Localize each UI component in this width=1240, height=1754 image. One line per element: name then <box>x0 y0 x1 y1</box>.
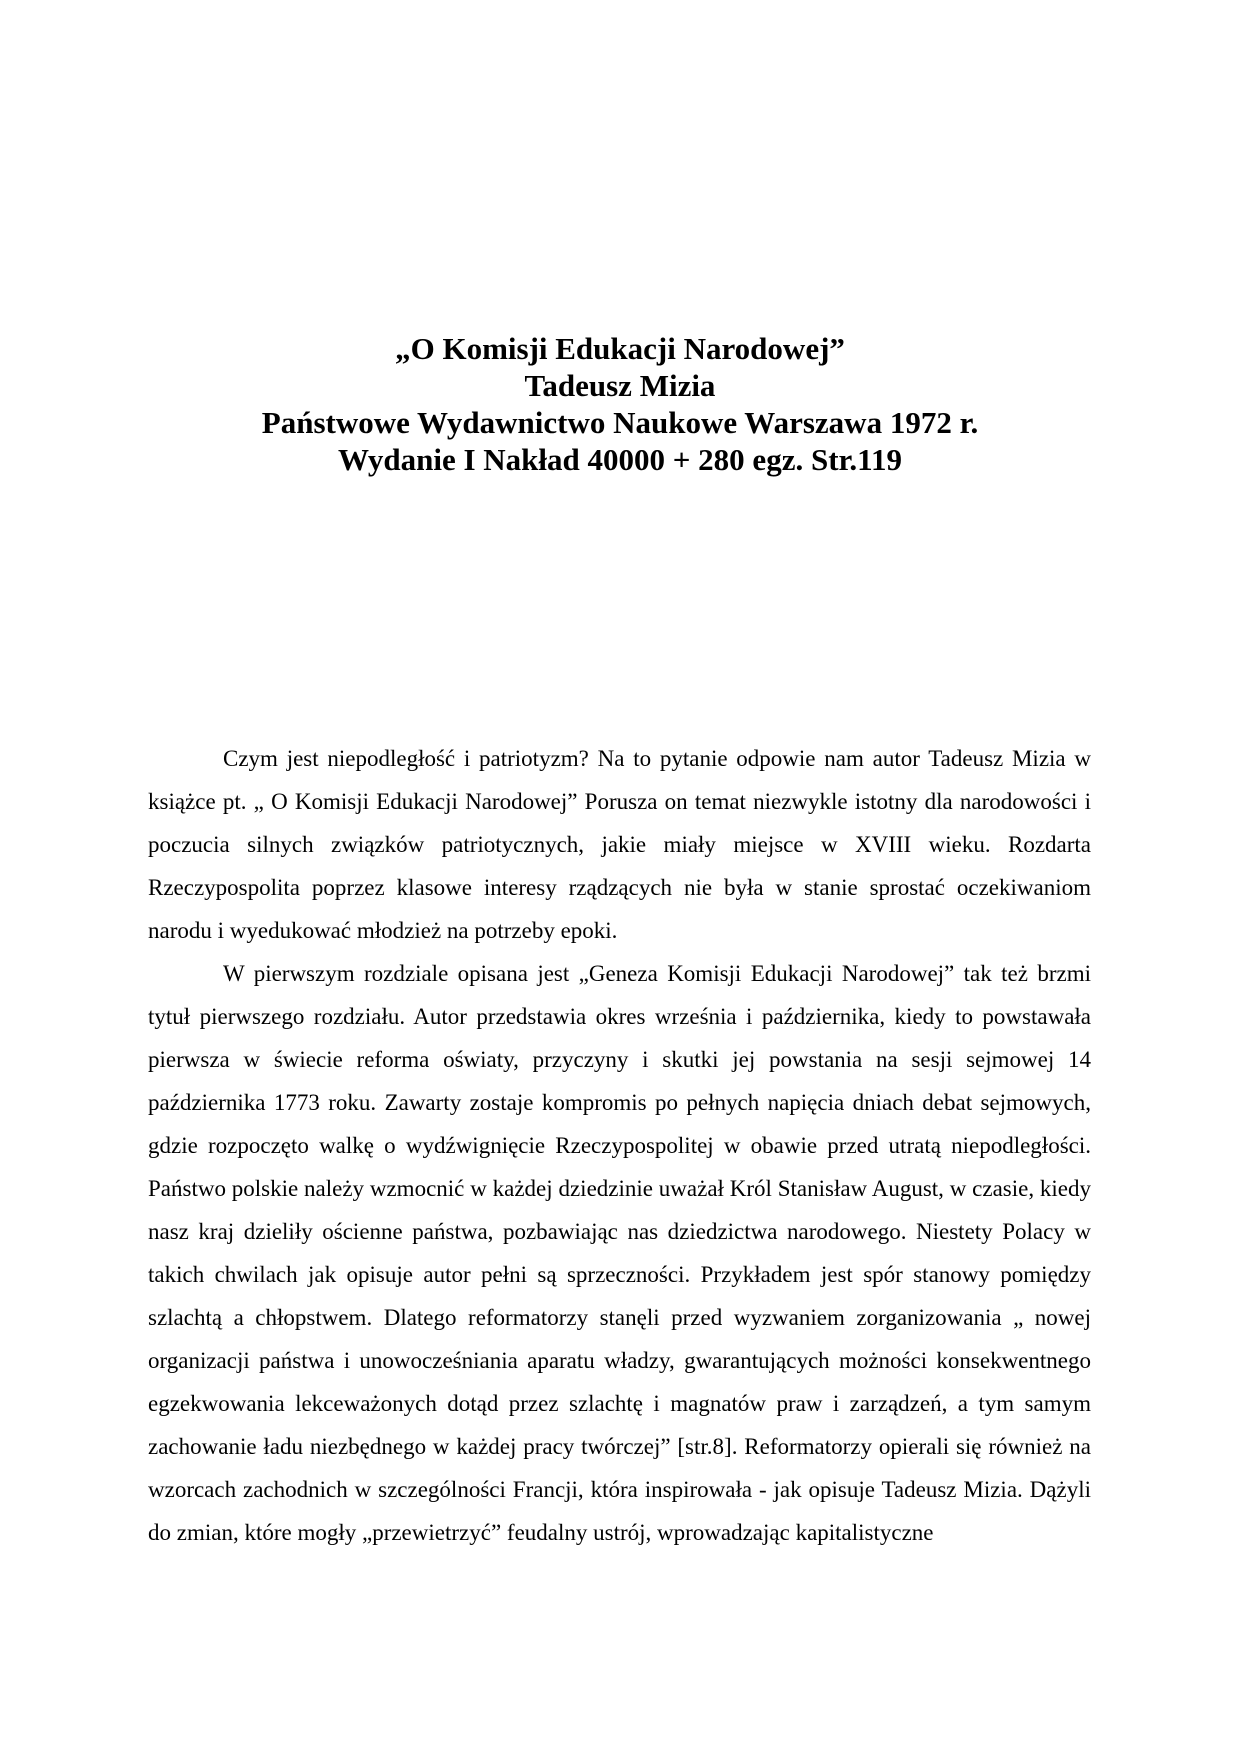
paragraph-chapter-one: W pierwszym rozdziale opisana jest „Geneza Komisji Edukacji Narodowej” tak też brzmi tytuł pierwszego rozdziału. Autor przedstawia okres września i października, kiedy to powstawała pierwsza w świecie reforma oświaty, przyczyny i skutki jej powstania na sesji sejmowej 14 października 1773 roku. Zawarty zostaje kompromis po pełnych napięcia dniach debat sejmowych, gdzie rozpoczęto walkę o wydźwignięcie Rzeczypospolitej w obawie przed utratą niepodległości. Państwo polskie należy wzmocnić w każdej dziedzinie uważał Król Stanisław August, w czasie, kiedy nasz kraj dzieliły ościenne państwa, pozbawiając nas dziedzictwa narodowego. Niestety Polacy w takich chwilach jak opisuje autor pełni są sprzeczności. Przykładem jest spór stanowy pomiędzy szlachtą a chłopstwem. Dlatego reformatorzy stanęli przed wyzwaniem zorganizowania „ nowej organizacji państwa i unowocześniania aparatu władzy, gwarantujących możności konsekwentnego egzekwowania lekceważonych dotąd przez szlachtę i magnatów praw i zarządzeń, a tym samym zachowanie ładu niezbędnego w każdej pracy twórczej” [str.8]. Reformatorzy opierali się również na wzorcach zachodnich w szczególności Francji, która inspirowała - jak opisuje Tadeusz Mizia. Dążyli do zmian, które mogły „przewietrzyć” feudalny ustrój, wprowadzając kapitalistyczne <box>148 961 1091 1545</box>
book-edition-info: Wydanie I Nakład 40000 + 280 egz. Str.119 <box>338 442 902 477</box>
book-publisher: Państwowe Wydawnictwo Naukowe Warszawa 1972 r. <box>261 405 979 440</box>
title-block <box>0 330 1240 478</box>
document-body <box>148 737 1091 1554</box>
book-author: Tadeusz Mizia <box>524 368 716 403</box>
book-title: „O Komisji Edukacji Narodowej” <box>395 331 845 366</box>
paragraph-intro: Czym jest niepodległość i patriotyzm? Na to pytanie odpowie nam autor Tadeusz Mizia w książce pt. „ O Komisji Edukacji Narodowej” Porusza on temat niezwykle istotny dla narodowości i poczucia silnych związków patriotycznych, jakie miały miejsce w XVIII wieku. Rozdarta Rzeczypospolita poprzez klasowe interesy rządzących nie była w stanie sprostać oczekiwaniom narodu i wyedukować młodzież na potrzeby epoki. <box>148 746 1091 943</box>
